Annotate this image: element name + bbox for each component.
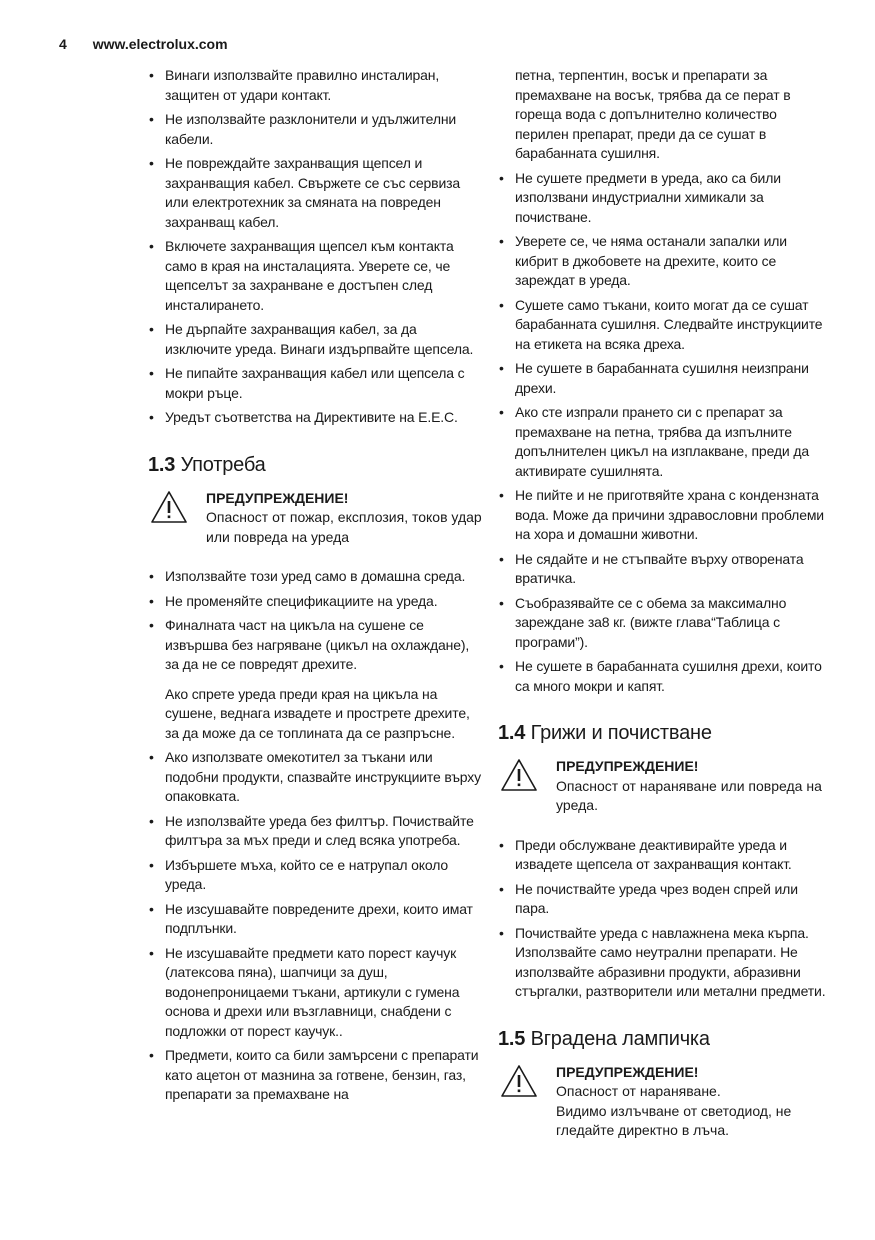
- list-item: • Не дърпайте захранващия кабел, за да изключите уреда. Винаги издърпвайте щепсела.: [148, 320, 483, 359]
- warning-triangle-icon: [149, 489, 189, 525]
- usage-list-continued: [148, 748, 483, 1105]
- list-item: • Не сушете в барабанната сушилня дрехи, които са много мокри и капят.: [498, 657, 833, 696]
- list-item: • Преди обслужване деактивирайте уреда и извадете щепсела от захранващия контакт.: [498, 836, 833, 875]
- list-item: • Не пийте и не приготвяйте храна с кондензната вода. Може да причини здравословни проблеми на хора и домашни животни.: [498, 486, 833, 545]
- warning-triangle-icon: [499, 757, 539, 793]
- section-number: 1.3: [148, 453, 176, 476]
- section-title-text: Употреба: [180, 453, 266, 476]
- list-item: • Не използвайте уреда без филтър. Почиствайте филтъра за мъх преди и след всяка употреба.: [148, 812, 483, 851]
- warning-line: Видимо излъчване от светодиод, не гледайте директно в лъча.: [556, 1102, 792, 1138]
- list-item: • Не променяйте спецификациите на уреда.: [148, 592, 483, 612]
- section-title-1-3: [148, 454, 483, 477]
- section-title-1-5: [498, 1028, 833, 1051]
- warning-box: [148, 489, 483, 548]
- list-item: • Винаги използвайте правилно инсталиран, защитен от удари контакт.: [148, 66, 483, 105]
- page-header: [59, 36, 228, 52]
- list-item: • Използвайте този уред само в домашна среда.: [148, 567, 483, 587]
- list-item: • Включете захранващия щепсел към контакта само в края на инсталацията. Уверете се, че щепселът за захранване е достъпен след инсталирането.: [148, 237, 483, 315]
- list-item: • Не използвайте разклонители и удължителни кабели.: [148, 110, 483, 149]
- warning-text: Опасност от пожар, експлозия, токов удар или повреда на уреда: [206, 509, 482, 545]
- section-title-text: Вградена лампичка: [530, 1027, 710, 1050]
- list-item: • Не сушете предмети в уреда, ако са били използвани индустриални химикали за почистване.: [498, 169, 833, 228]
- section-number: 1.5: [498, 1027, 526, 1050]
- right-column: [498, 66, 833, 1161]
- list-item: • Уредът съответства на Директивите на E.E.C.: [148, 408, 483, 428]
- list-item: • Не повреждайте захранващия щепсел и захранващия кабел. Свържете се със сервиза или електротехник за смяната на повреден захранващ кабел.: [148, 154, 483, 232]
- usage-list: [148, 567, 483, 675]
- warning-title: ПРЕДУПРЕЖДЕНИЕ!: [556, 1063, 699, 1080]
- list-item: • Предмети, които са били замърсени с препарати като ацетон от мазнина за готвене, бензин, газ, препарати за премахване на: [148, 1046, 483, 1105]
- continuation-paragraph: Ако спрете уреда преди края на цикъла на сушене, веднага извадете и прострете дрехите, за да може да се топлината да се разпръсне.: [165, 685, 470, 741]
- page-number: 4: [59, 36, 67, 52]
- list-item: • Уверете се, че няма останали запалки или кибрит в джобовете на дрехите, които се зареждат в уреда.: [498, 232, 833, 291]
- list-item: • Не сушете в барабанната сушилня неизпрани дрехи.: [498, 359, 833, 398]
- list-item: • Почиствайте уреда с навлажнена мека кърпа. Използвайте само неутрални препарати. Не използвайте абразивни продукти, абразивни стъргалки, разтворители или метални предмети.: [498, 924, 833, 1002]
- list-item: • Не пипайте захранващия кабел или щепсела с мокри ръце.: [148, 364, 483, 403]
- left-column: [148, 66, 483, 1110]
- list-item: • Сушете само тъкани, които могат да се сушат барабанната сушилня. Следвайте инструкциите на етикета на всяка дреха.: [498, 296, 833, 355]
- list-item: • Не почиствайте уреда чрез воден спрей или пара.: [498, 880, 833, 919]
- section-number: 1.4: [498, 722, 526, 744]
- website-url[interactable]: www.electrolux.com: [92, 36, 228, 52]
- list-item: • Не изсушавайте предмети като порест каучук (латексова пяна), шапчици за душ, водонепроницаеми тъкани, артикули с гумена основа и дрехи или възглавници, снабдени с подложки от порест каучук..: [148, 944, 483, 1042]
- list-item: • Съобразявайте се с обема за максимално зареждане за8 кг. (вижте глава“Таблица с програми”).: [498, 594, 833, 653]
- warning-title: ПРЕДУПРЕЖДЕНИЕ!: [206, 489, 349, 506]
- warning-line: Опасност от нараняване.: [556, 1083, 721, 1099]
- warning-title: ПРЕДУПРЕЖДЕНИЕ!: [556, 758, 699, 774]
- usage-list-right: [498, 169, 833, 697]
- safety-list-intro: [148, 66, 483, 428]
- list-item: • Ако сте изпрали прането си с препарат за премахване на петна, трябва да изпълните допълнителен цикъл на изплакване, преди да активирате сушилнята.: [498, 403, 833, 481]
- list-item: • Не изсушавайте повредените дрехи, които имат подплънки.: [148, 900, 483, 939]
- list-item: • Финалната част на цикъла на сушене се извършва без нагряване (цикъл на охлаждане), за да не се повредят дрехите.: [148, 616, 483, 675]
- section-title-text: Грижи и почистване: [530, 722, 712, 744]
- warning-box: [498, 757, 833, 816]
- warning-box: [498, 1063, 833, 1141]
- care-list: [498, 836, 833, 1002]
- list-item: • Избършете мъха, който се е натрупал около уреда.: [148, 856, 483, 895]
- section-title-1-4: [498, 722, 833, 745]
- list-item: • Ако използвате омекотител за тъкани или подобни продукти, спазвайте инструкциите върху опаковката.: [148, 748, 483, 807]
- continued-item-text: петна, терпентин, восък и препарати за премахване на восък, трябва да се перат в гореща вода с допълнително количество перилен препарат, преди да се сушат в барабанната сушилня.: [515, 67, 791, 161]
- warning-triangle-icon: [499, 1063, 539, 1099]
- list-item: • Не сядайте и не стъпвайте върху отворената вратичка.: [498, 550, 833, 589]
- warning-text: Опасност от нараняване или повреда на уреда.: [556, 777, 822, 813]
